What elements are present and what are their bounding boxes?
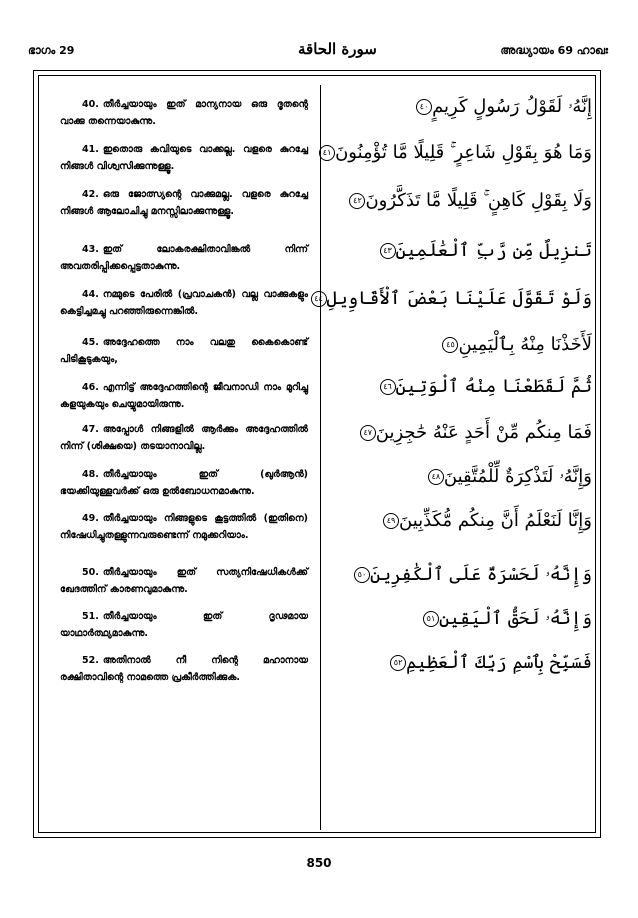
verse-number: 51. bbox=[82, 611, 99, 622]
verse-end-marker: ٤٦ bbox=[380, 379, 396, 395]
translation-text: തീർച്ചയായും ഇത് മാന്യനായ ഒരു ദൂതന്റെ വാക്കു തന്നെയാകുന്നു. bbox=[60, 99, 308, 127]
verse-text: فَمَا مِنكُم مِّنْ أَحَدٍ عَنْهُ حَٰجِزِينَ bbox=[375, 422, 592, 443]
verse-text: وَإِنَّهُۥ لَحَقُّ ٱلْيَقِينِ bbox=[438, 608, 592, 629]
verse-text: إِنَّهُۥ لَقَوْلُ رَسُولٍ كَرِيمٍ bbox=[432, 96, 592, 117]
translation-entry bbox=[60, 241, 308, 275]
surah-title: سورة الحاقة bbox=[298, 40, 377, 58]
verse-number: 46. bbox=[82, 382, 99, 393]
verse-number: 44. bbox=[82, 289, 99, 300]
arabic-verse bbox=[308, 288, 592, 309]
translation-text: തീർച്ചയായും ഇത് (ഖുർആൻ) ഭയക്കിയുള്ളവർക്ക് ഒരു ഉൽബോധനമാകുന്നു. bbox=[60, 469, 308, 497]
verse-end-marker: ٤٣ bbox=[380, 243, 396, 259]
translation-entry bbox=[60, 334, 308, 368]
translation-entry bbox=[60, 379, 308, 413]
translation-text: തീർച്ചയായും ഇത് സത്യനിഷേധികൾക്ക് ഖേദത്തിന് കാരണവുമാകുന്നു. bbox=[60, 567, 308, 595]
arabic-verse bbox=[346, 190, 592, 211]
verse-number: 50. bbox=[82, 567, 99, 578]
translation-text: എന്നിട്ട് അദ്ദേഹത്തിന്റെ ജീവനാഡി നാം മുറിച്ചു കളയുകയും ചെയ്യുമായിരുന്നു. bbox=[60, 382, 308, 410]
translation-text: ഇതൊരു കവിയുടെ വാക്കല്ല. വളരെ കുറച്ചേ നിങ്ങൾ വിശ്വസിക്കുന്നുള്ളൂ. bbox=[60, 144, 308, 172]
arabic-verse bbox=[425, 466, 592, 487]
verse-text: وَمَا هُوَ بِقَوْلِ شَاعِرٍ ۚ قَلِيلًا مَّا تُؤْمِنُونَ bbox=[335, 142, 592, 163]
verse-number: 42. bbox=[82, 189, 99, 200]
arabic-verse bbox=[377, 376, 592, 397]
verse-number: 48. bbox=[82, 469, 99, 480]
translation-entry bbox=[60, 286, 308, 320]
arabic-verse bbox=[439, 334, 592, 355]
translation-entry bbox=[60, 96, 308, 130]
verse-end-marker: ٤٨ bbox=[428, 469, 444, 485]
translation-text: ഒരു ജോത്സ്യന്റെ വാക്കുമല്ല. വളരെ കുറച്ചേ നിങ്ങൾ ആലോചിച്ചു മനസ്സിലാക്കുന്നുള്ളൂ. bbox=[60, 189, 308, 217]
verse-text: وَلَوْ تَقَوَّلَ عَلَيْنَا بَعْضَ ٱلْأَقَاوِيلِ bbox=[326, 288, 592, 309]
arabic-verse bbox=[351, 564, 592, 585]
verse-end-marker: ٤٩ bbox=[383, 513, 399, 529]
verse-number: 41. bbox=[82, 144, 99, 155]
verse-number: 49. bbox=[82, 513, 99, 524]
arabic-column bbox=[314, 96, 592, 696]
translation-text: നമ്മുടെ പേരിൽ (പ്രവാചകൻ) വല്ല വാക്കുകളും കെട്ടിച്ചമച്ചു പറഞ്ഞിരുന്നെങ്കിൽ. bbox=[60, 289, 308, 317]
translation-entry bbox=[60, 608, 308, 642]
verse-text: ثُمَّ لَقَطَعْنَا مِنْهُ ٱلْوَتِينَ bbox=[395, 376, 592, 397]
verse-text: وَلَا بِقَوْلِ كَاهِنٍ ۚ قَلِيلًا مَّا تَذَكَّرُونَ bbox=[365, 190, 592, 211]
verse-end-marker: ٤١ bbox=[319, 145, 335, 161]
translation-text: അതിനാൽ നീ നിന്റെ മഹാനായ രക്ഷിതാവിന്റെ നാമത്തെ പ്രകീർത്തിക്കുക. bbox=[60, 655, 308, 683]
verse-end-marker: ٤٢ bbox=[349, 193, 365, 209]
page-number: 850 bbox=[306, 856, 332, 870]
translation-text: അദ്ദേഹത്തെ നാം വലതു കൈകൊണ്ട് പിടികൂടുകയും, bbox=[60, 337, 308, 365]
translation-entry bbox=[60, 466, 308, 500]
arabic-verse bbox=[380, 510, 592, 531]
verse-number: 52. bbox=[82, 655, 99, 666]
verse-text: وَإِنَّا لَنَعْلَمُ أَنَّ مِنكُم مُّكَذِّبِينَ bbox=[399, 510, 592, 531]
verse-number: 45. bbox=[82, 337, 99, 348]
verse-end-marker: ٤٤ bbox=[311, 291, 327, 307]
verse-number: 43. bbox=[82, 244, 99, 255]
translation-entry bbox=[60, 652, 308, 686]
verse-text: وَإِنَّهُۥ لَتَذْكِرَةٌ لِّلْمُتَّقِينَ bbox=[443, 466, 592, 487]
verse-end-marker: ٤٥ bbox=[442, 337, 458, 353]
verse-end-marker: ٥١ bbox=[423, 611, 439, 627]
column-divider bbox=[320, 85, 321, 830]
arabic-verse bbox=[420, 608, 592, 629]
arabic-verse bbox=[413, 96, 592, 117]
verse-text: وَإِنَّهُۥ لَحَسْرَةٌ عَلَى ٱلْكَٰفِرِينَ bbox=[369, 564, 592, 585]
translation-entry bbox=[60, 141, 308, 175]
translation-entry bbox=[60, 510, 308, 544]
page-header bbox=[28, 40, 608, 60]
arabic-verse bbox=[387, 652, 592, 673]
translation-entry bbox=[60, 564, 308, 598]
verse-end-marker: ٥٠ bbox=[354, 567, 370, 583]
verse-end-marker: ٤٧ bbox=[360, 425, 376, 441]
arabic-verse bbox=[316, 142, 592, 163]
translation-text: തീർച്ചയായും നിങ്ങളുടെ കൂട്ടത്തിൽ (ഇതിനെ) നിഷേധിച്ചുതള്ളുന്നവരുണ്ടെന്ന് നമുക്കറിയാം. bbox=[60, 513, 308, 541]
translation-entry bbox=[60, 186, 308, 220]
translation-text: അപ്പോൾ നിങ്ങളിൽ ആർക്കും അദ്ദേഹത്തിൽ നിന്ന് (ശിക്ഷയെ) തടയാനാവില്ല. bbox=[60, 424, 308, 452]
verse-text: لَأَخَذْنَا مِنْهُ بِٱلْيَمِينِ bbox=[458, 334, 592, 355]
verse-text: تَنزِيلٌ مِّن رَّبِّ ٱلْعَٰلَمِينَ bbox=[395, 240, 592, 261]
translation-text: ഇത് ലോകരക്ഷിതാവിങ്കൽ നിന്ന് അവതരിപ്പിക്കപ്പെട്ടതാകുന്നു. bbox=[60, 244, 308, 272]
part-label: ഭാഗം 29 bbox=[28, 44, 75, 57]
verse-end-marker: ٥٢ bbox=[390, 655, 406, 671]
translation-entry bbox=[60, 421, 308, 455]
verse-end-marker: ٤٠ bbox=[416, 99, 432, 115]
verse-text: فَسَبِّحْ بِٱسْمِ رَبِّكَ ٱلْعَظِيمِ bbox=[406, 652, 592, 673]
verse-number: 47. bbox=[82, 424, 99, 435]
arabic-verse bbox=[357, 422, 592, 443]
arabic-verse bbox=[377, 240, 592, 261]
translation-text: തീർച്ചയായും ഇത് ദൃഢമായ യാഥാർത്ഥ്യമാകുന്നു. bbox=[60, 611, 308, 639]
verse-number: 40. bbox=[82, 99, 99, 110]
chapter-label: അദ്ധ്യായം 69 ഹാഖഃ bbox=[500, 44, 608, 57]
